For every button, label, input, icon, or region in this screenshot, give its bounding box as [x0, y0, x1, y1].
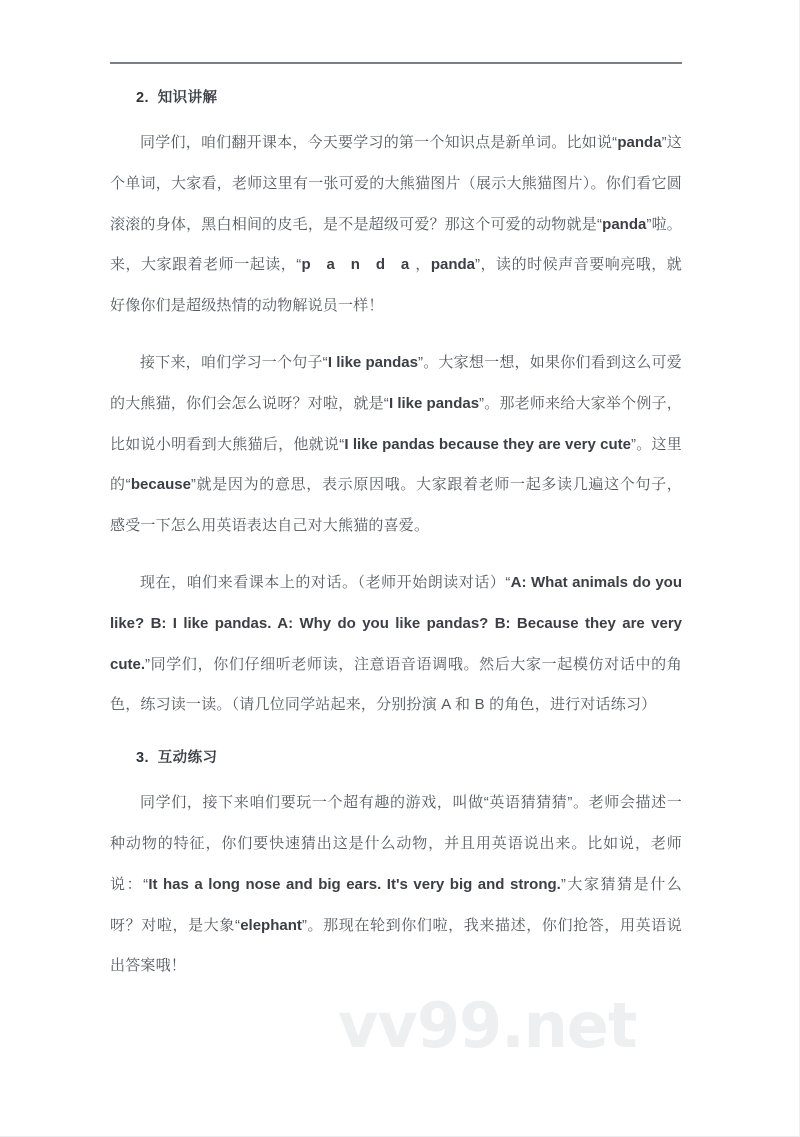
- paragraph-sentence-i-like-pandas: [110, 343, 682, 547]
- site-watermark: vv99.net: [338, 989, 637, 1062]
- section-heading-3: [110, 744, 682, 773]
- text-run: ”，读的时候声音要响亮哦，就好像你们是超级热情的动物解说员一样！: [110, 256, 683, 315]
- text-run: ”这个单词，大家看，老师这里有一张可爱的大熊猫图片（展示大熊猫图片）。你们看它圆滚滚的身体，黑白相间的皮毛，是不是超级可爱？那这个可爱的动物就是“: [110, 134, 682, 233]
- text-run: 现在，咱们来看课本上的对话。（老师开始朗读对话）“: [140, 573, 511, 591]
- section-number-2: 2.: [136, 90, 149, 106]
- english-sentence-i-like-pandas-1: I like pandas: [327, 353, 418, 371]
- text-run: ”。那现在轮到你们啦，我来描述，你们抢答，用英语说出答案哦！: [110, 916, 683, 975]
- text-run: 同学们，接下来咱们要玩一个超有趣的游戏，叫做“英语猜猜猜”。老师会描述一种动物的特征，你们要快速猜出这是什么动物，并且用英语说出来。比如说，老师说：“: [110, 794, 682, 893]
- english-term-panda-spelled: p a n d a: [301, 256, 415, 274]
- header-divider-rule: [110, 62, 682, 64]
- text-run: ”就是因为的意思，表示原因哦。大家跟着老师一起多读几遍这个句子，感受一下怎么用英语表达自己对大熊猫的喜爱。: [110, 476, 682, 535]
- text-run: ”同学们，你们仔细听老师读，注意语音语调哦。然后大家一起模仿对话中的角色，练习读一读。（请几位同学站起来，分别扮演 A 和 B 的角色，进行对话练习）: [110, 655, 682, 714]
- english-riddle-elephant: It has a long nose and big ears. It's very big and strong.: [148, 875, 561, 893]
- english-term-panda-2: panda: [602, 215, 647, 233]
- english-term-because: because: [130, 476, 191, 494]
- section-title-2: 知识讲解: [157, 90, 218, 106]
- paragraph-guessing-game: [110, 783, 682, 987]
- text-run: 接下来，咱们学习一个句子“: [140, 353, 328, 371]
- english-sentence-i-like-pandas-2: I like pandas: [388, 394, 480, 412]
- text-run: ”啦。来，大家跟着老师一起读，“: [110, 215, 682, 274]
- text-run: ”。这里的“: [110, 435, 682, 494]
- english-dialogue-script: A: What animals do you like? B: I like pandas. A: Why do you like pandas? B: Because they are very cute.: [110, 573, 683, 673]
- english-sentence-because-cute: I like pandas because they are very cute: [344, 435, 631, 453]
- english-term-panda-3: panda: [430, 256, 475, 274]
- text-run: ”。大家想一想，如果你们看到这么可爱的大熊猫，你们会怎么说呀？对啦，就是“: [110, 353, 682, 412]
- section-title-3: 互动练习: [157, 750, 218, 767]
- english-term-panda-1: panda: [617, 134, 662, 151]
- document-body: [110, 84, 682, 987]
- text-run: ”。那老师来给大家举个例子，比如说小明看到大熊猫后，他就说“: [110, 394, 682, 453]
- section-heading-2: [110, 84, 682, 113]
- section-number-3: 3.: [136, 750, 149, 767]
- text-run: ，: [414, 256, 431, 274]
- text-run: 同学们，咱们翻开课本，今天要学习的第一个知识点是新单词。比如说“: [140, 134, 618, 151]
- paragraph-vocabulary-panda: [110, 123, 682, 327]
- paragraph-textbook-dialogue: [110, 563, 682, 726]
- english-term-elephant: elephant: [240, 916, 302, 934]
- text-run: ”大家猜猜是什么呀？对啦，是大象“: [110, 875, 682, 934]
